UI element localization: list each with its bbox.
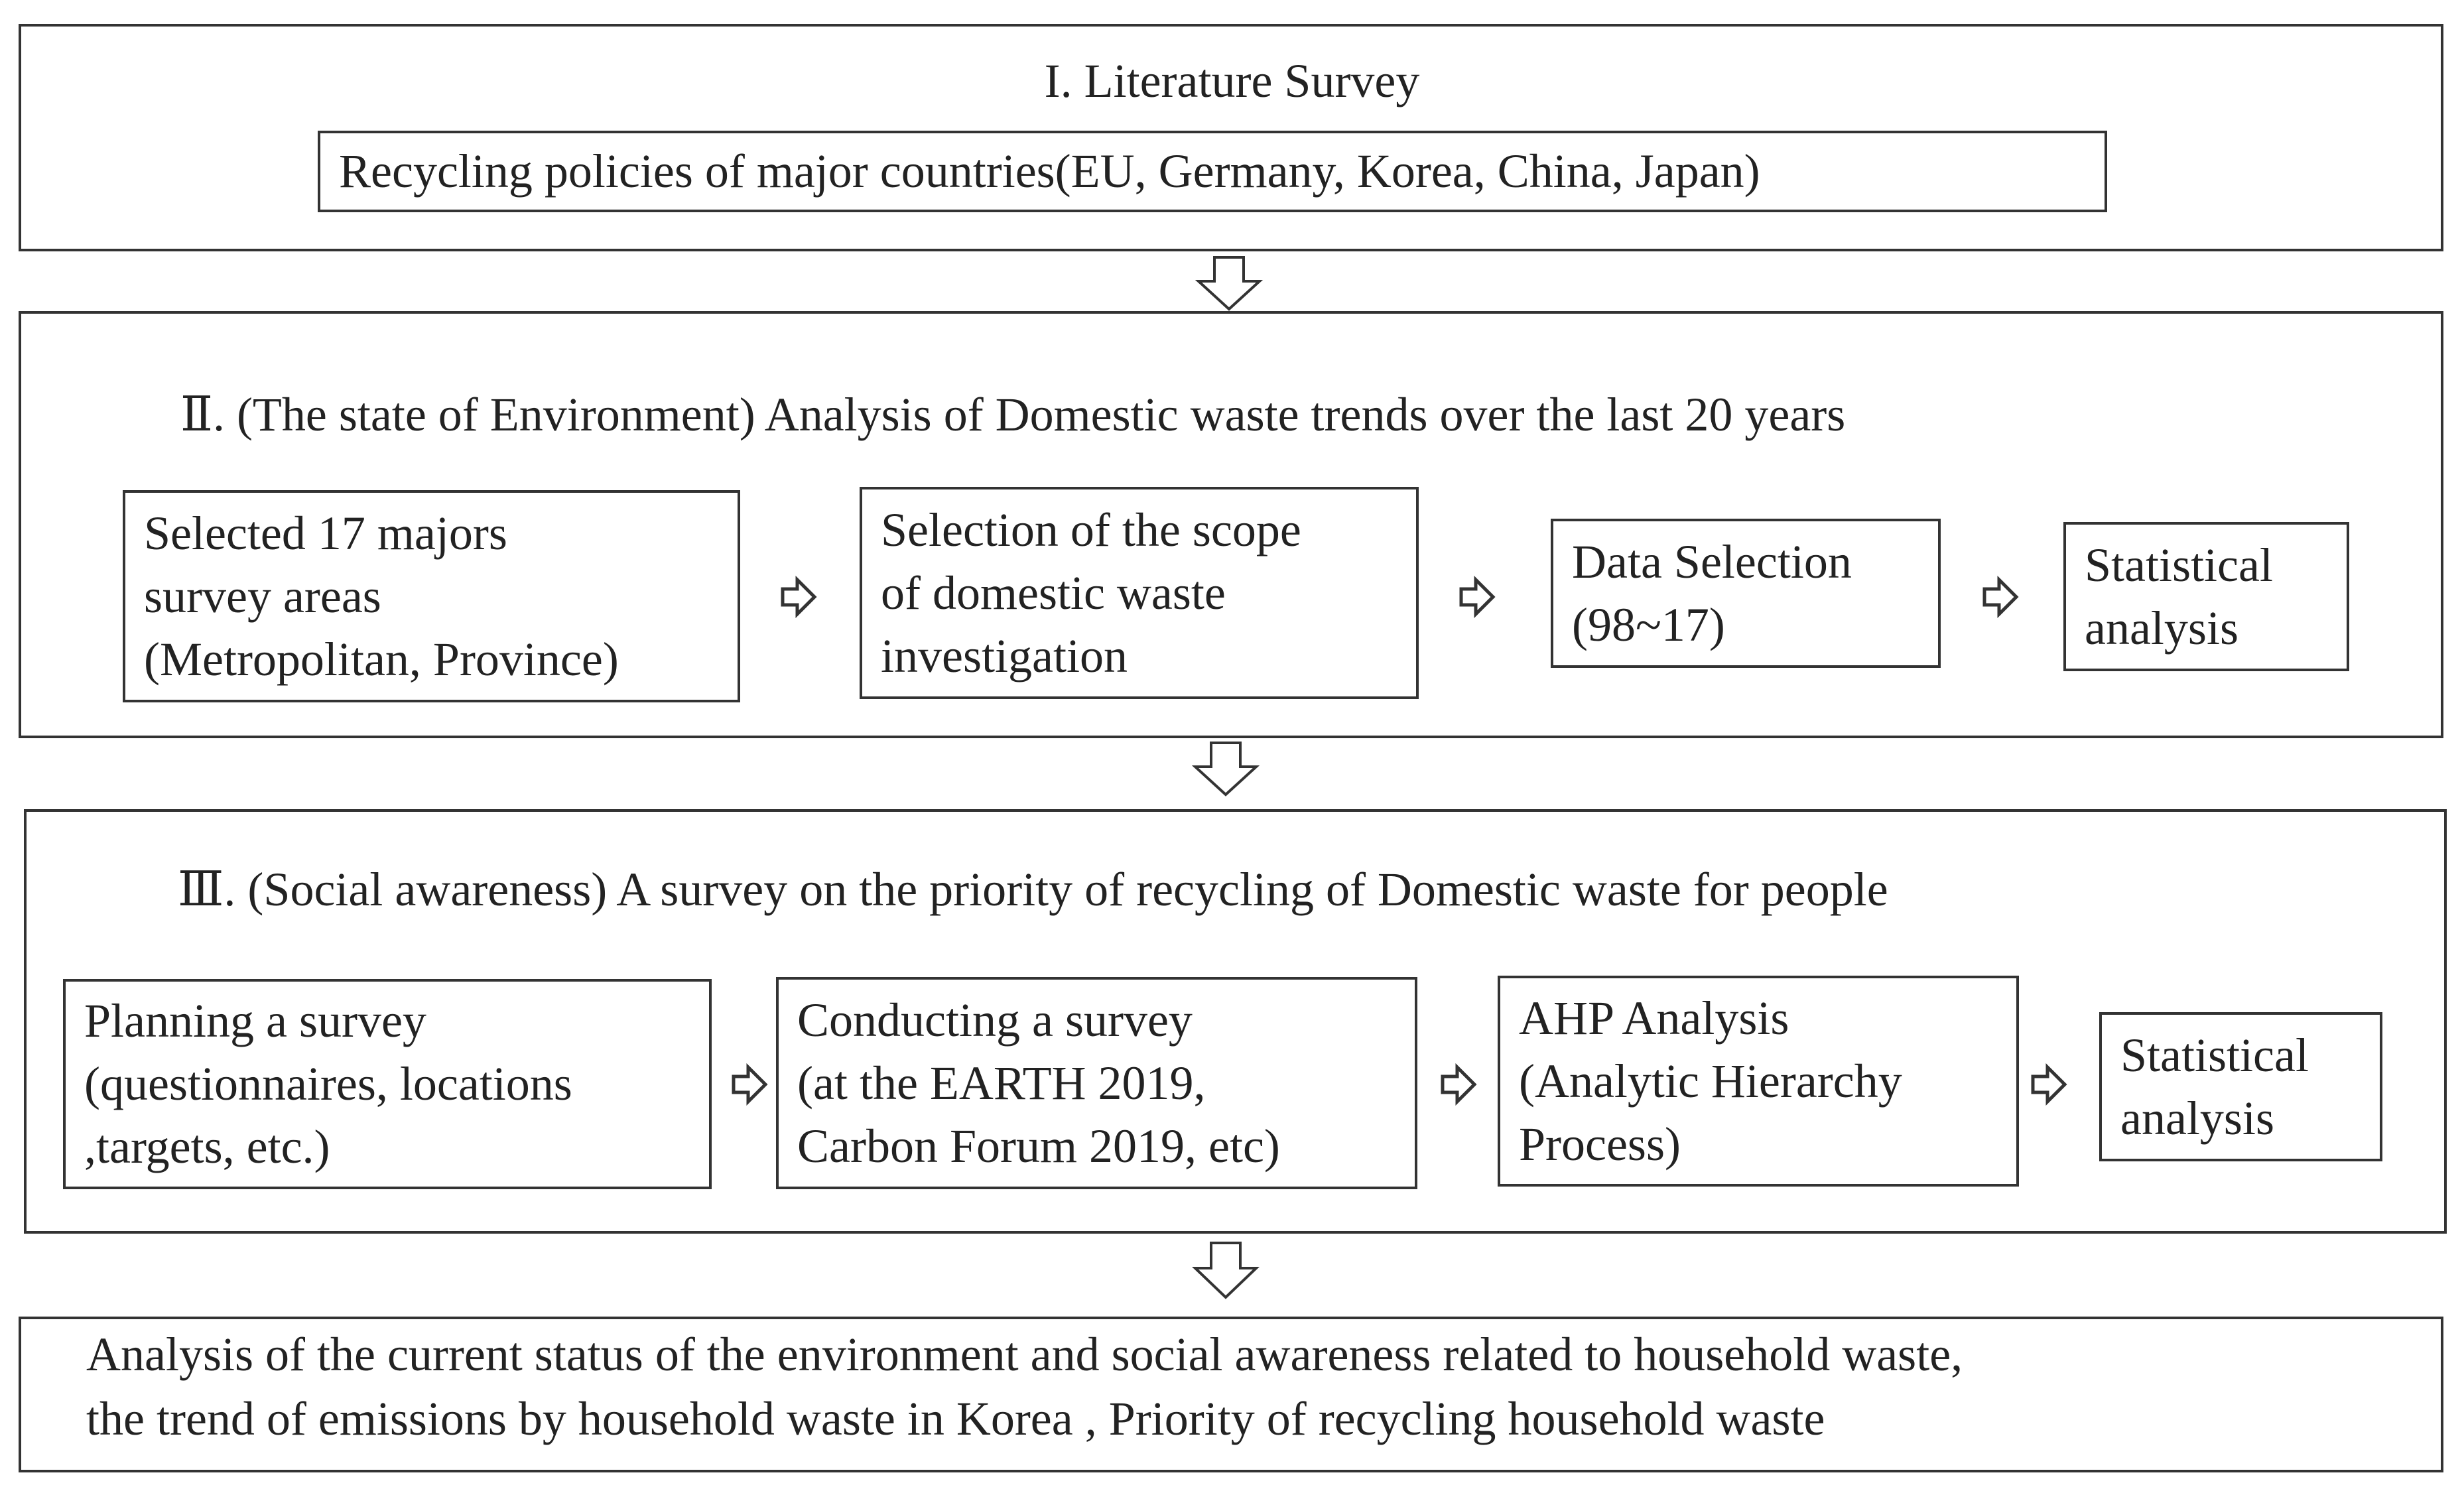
step-line: Process)	[1519, 1117, 1681, 1171]
step-line: (98~17)	[1572, 598, 1725, 651]
right-arrow-icon	[780, 577, 817, 617]
section-3-title: Ⅲ. (Social awareness) A survey on the priority of recycling of Domestic waste for people	[178, 863, 1888, 916]
section-3-step-2	[776, 977, 1417, 1189]
step-line: (Metropolitan, Province)	[144, 632, 619, 686]
step-line: Statistical	[2120, 1028, 2309, 1082]
step-line: of domestic waste	[881, 566, 1226, 619]
down-arrow-icon	[1193, 1242, 1259, 1300]
down-arrow-icon	[1193, 742, 1259, 797]
step-line: Selected 17 majors	[144, 506, 507, 560]
section-1-title: I. Literature Survey	[1044, 54, 1420, 107]
result-line-2: the trend of emissions by household waste in Korea , Priority of recycling household waste	[86, 1392, 1825, 1445]
section-2-step-2	[860, 487, 1419, 699]
right-arrow-icon	[731, 1065, 768, 1104]
step-line: Conducting a survey	[797, 993, 1193, 1047]
section-3-step-3	[1498, 976, 2019, 1187]
section-3-step-1	[63, 979, 712, 1189]
step-line: ,targets, etc.)	[84, 1120, 330, 1173]
section-1-item-text: Recycling policies of major countries(EU, Germany, Korea, China, Japan)	[339, 145, 1760, 198]
step-line: survey areas	[144, 569, 381, 623]
step-line: Selection of the scope	[881, 503, 1301, 556]
step-line: Carbon Forum 2019, etc)	[797, 1119, 1280, 1173]
step-line: analysis	[2120, 1091, 2274, 1145]
result-line-1: Analysis of the current status of the environment and social awareness related to household waste,	[86, 1328, 1963, 1381]
section-1-item	[318, 131, 2107, 212]
step-line: Data Selection	[1572, 535, 1852, 588]
step-line: analysis	[2085, 601, 2238, 655]
step-line: (at the EARTH 2019,	[797, 1056, 1206, 1110]
step-line: investigation	[881, 629, 1128, 682]
section-2-step-3	[1551, 519, 1941, 668]
right-arrow-icon	[1459, 577, 1496, 617]
step-line: (questionnaires, locations	[84, 1057, 572, 1110]
section-2-title: Ⅱ. (The state of Environment) Analysis of Domestic waste trends over the last 20 years	[180, 388, 1846, 441]
right-arrow-icon	[1982, 577, 2019, 617]
right-arrow-icon	[1440, 1065, 1477, 1104]
section-2-step-4	[2063, 522, 2349, 671]
step-line: Statistical	[2085, 538, 2273, 592]
down-arrow-icon	[1196, 256, 1262, 312]
right-arrow-icon	[2030, 1065, 2067, 1104]
step-line: Planning a survey	[84, 994, 426, 1047]
step-line: (Analytic Hierarchy	[1519, 1054, 1902, 1108]
section-2-step-1	[123, 490, 740, 702]
section-3-step-4	[2099, 1012, 2382, 1161]
step-line: AHP Analysis	[1519, 991, 1789, 1045]
